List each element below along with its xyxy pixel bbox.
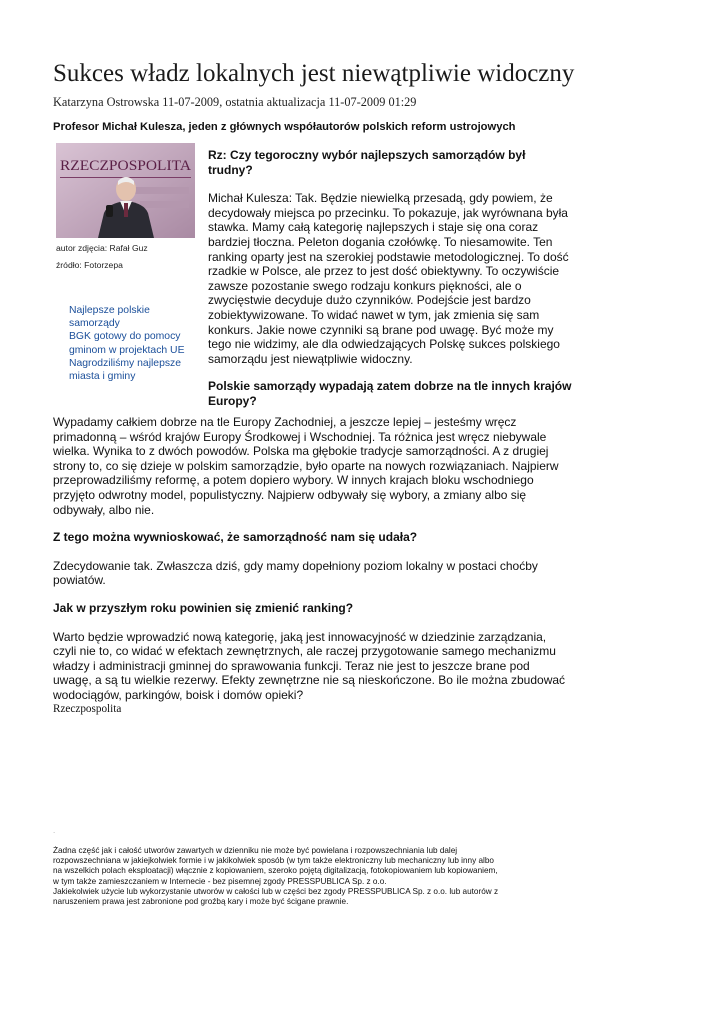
article-lead: Profesor Michał Kulesza, jeden z głównych współautorów polskich reform ustrojowych [53, 121, 516, 133]
separator-dot: . [53, 826, 56, 835]
article-source: Rzeczpospolita [53, 703, 122, 715]
interview-question: Z tego można wywnioskować, że samorządność nam się udała? [53, 530, 418, 545]
photo-caption-author: autor zdjęcia: Rafał Guz [56, 243, 148, 253]
interview-answer: Zdecydowanie tak. Zwłaszcza dziś, gdy mamy dopełniony poziom lokalny w postaci choćby powiatów. [53, 558, 538, 588]
article-byline: Katarzyna Ostrowska 11-07-2009, ostatnia aktualizacja 11-07-2009 01:29 [53, 95, 417, 109]
related-links [69, 304, 195, 383]
photo-caption-source: źródło: Fotorzepa [56, 260, 123, 270]
copyright-line: w tym także zamieszczaniem w Internecie - bez pisemnej zgody PRESSPUBLICA Sp. z o.o. [53, 876, 387, 886]
related-link[interactable]: Nagrodziliśmy najlepsze miasta i gminy [69, 357, 182, 383]
copyright-line: na wszelkich polach eksploatacji) włącznie z kopiowaniem, szeroko pojętą digitalizacją, fotokopiowaniem lub kopiowaniem, [53, 866, 498, 876]
copyright-line: Żadna część jak i całość utworów zawartych w dzienniku nie może być powielana i rozpowszechniania lub dalej [53, 846, 458, 855]
article-full-body [53, 415, 568, 716]
interview-question: Rz: Czy tegoroczny wybór najlepszych samorządów był trudny? [208, 148, 526, 177]
photo-banner-text: RZECZPOSPOLITA [60, 158, 192, 174]
article-title: Sukces władz lokalnych jest niewątpliwie widoczny [53, 60, 575, 87]
copyright-notice [53, 846, 573, 907]
interview-answer: Wypadamy całkiem dobrze na tle Europy Zachodniej, a jeszcze lepiej – jesteśmy wręcz primadonną – wśród krajów Europy Środkowej i Wschodniej. Ta różnica jest wręcz niebywale wielka. Wynika to z dwóch powodów. Polska ma głębokie tradycje samorządności. A z drugiej strony to, co się dzieje w polskim samorządzie, było oparte na nowych rozwiązaniach. Najpierw przeprowadziliśmy reformę, a potem dopiero wybory. W innych krajach bloku wschodniego przyjęto odwrotny model, populistyczny. Najpierw odbywały się wybory, a zmiany albo się odbywały, albo nie. [53, 415, 559, 517]
copyright-line: rozpowszechniana w jakiejkolwiek formie i w jakikolwiek sposób (w tym także elektroniczny lub mechaniczny lub inny albo [53, 856, 494, 866]
copyright-line: naruszeniem prawa jest zabronione pod groźbą kary i może być ścigane prawnie. [53, 897, 349, 907]
interview-answer: Michał Kulesza: Tak. Będzie niewielką przesadą, gdy powiem, że decydowały miejsca po przecinku. To pokazuje, jak wyrównana była stawka. Mamy całą kategorię najlepszych i staje się ona coraz bardziej tłoczna. Peleton dogania czołówkę. To niesamowite. Ten ranking oparty jest na szerokiej podstawie metodologicznej. To dość rzadkie w Polsce, ale przez to jest dość obiektywny. To oczywiście zawsze pozostanie swego rodzaju konkurs piękności, ale o zwycięstwie decyduje dużo czynników. Podejście jest bardzo zobiektywizowane. To widać nawet w tym, jak zmienia się sam konkurs. Jakie nowe czynniki są brane pod uwagę. Być może my tego nie widzimy, ale dla odwiedzających Polskę sukces polskiego samorządu jest niewątpliwie widoczny. [208, 191, 569, 366]
copyright-line: Jakiekolwiek użycie lub wykorzystanie utworów w całości lub w części bez zgody PRESSPUBLICA Sp. z o.o. lub autorów z [53, 886, 499, 896]
interview-question: Polskie samorządy wypadają zatem dobrze na tle innych krajów Europy? [208, 379, 572, 408]
article-column-body [208, 148, 573, 423]
related-link[interactable]: BGK gotowy do pomocy gminom w projektach UE [69, 331, 185, 356]
interview-question: Jak w przyszłym roku powinien się zmienić ranking? [53, 600, 354, 615]
interview-answer: Warto będzie wprowadzić nową kategorię, jaką jest innowacyjność w dziedzinie zarządzania, czyli nie to, co widać w efektach zewnętrznych, ale raczej przygotowanie samego mechanizmu władzy i administracji gminnej do sprawowania funkcji. Teraz nie jest to jeszcze brane pod uwagę, a są tu wielkie rezerwy. Efekty zewnętrzne nie są nieskończone. Bo ile można zbudować wodociągów, parkingów, boisk i domów opieki? [53, 629, 566, 702]
article-photo [56, 143, 195, 238]
related-link[interactable]: Najlepsze polskie samorządy [69, 305, 150, 330]
